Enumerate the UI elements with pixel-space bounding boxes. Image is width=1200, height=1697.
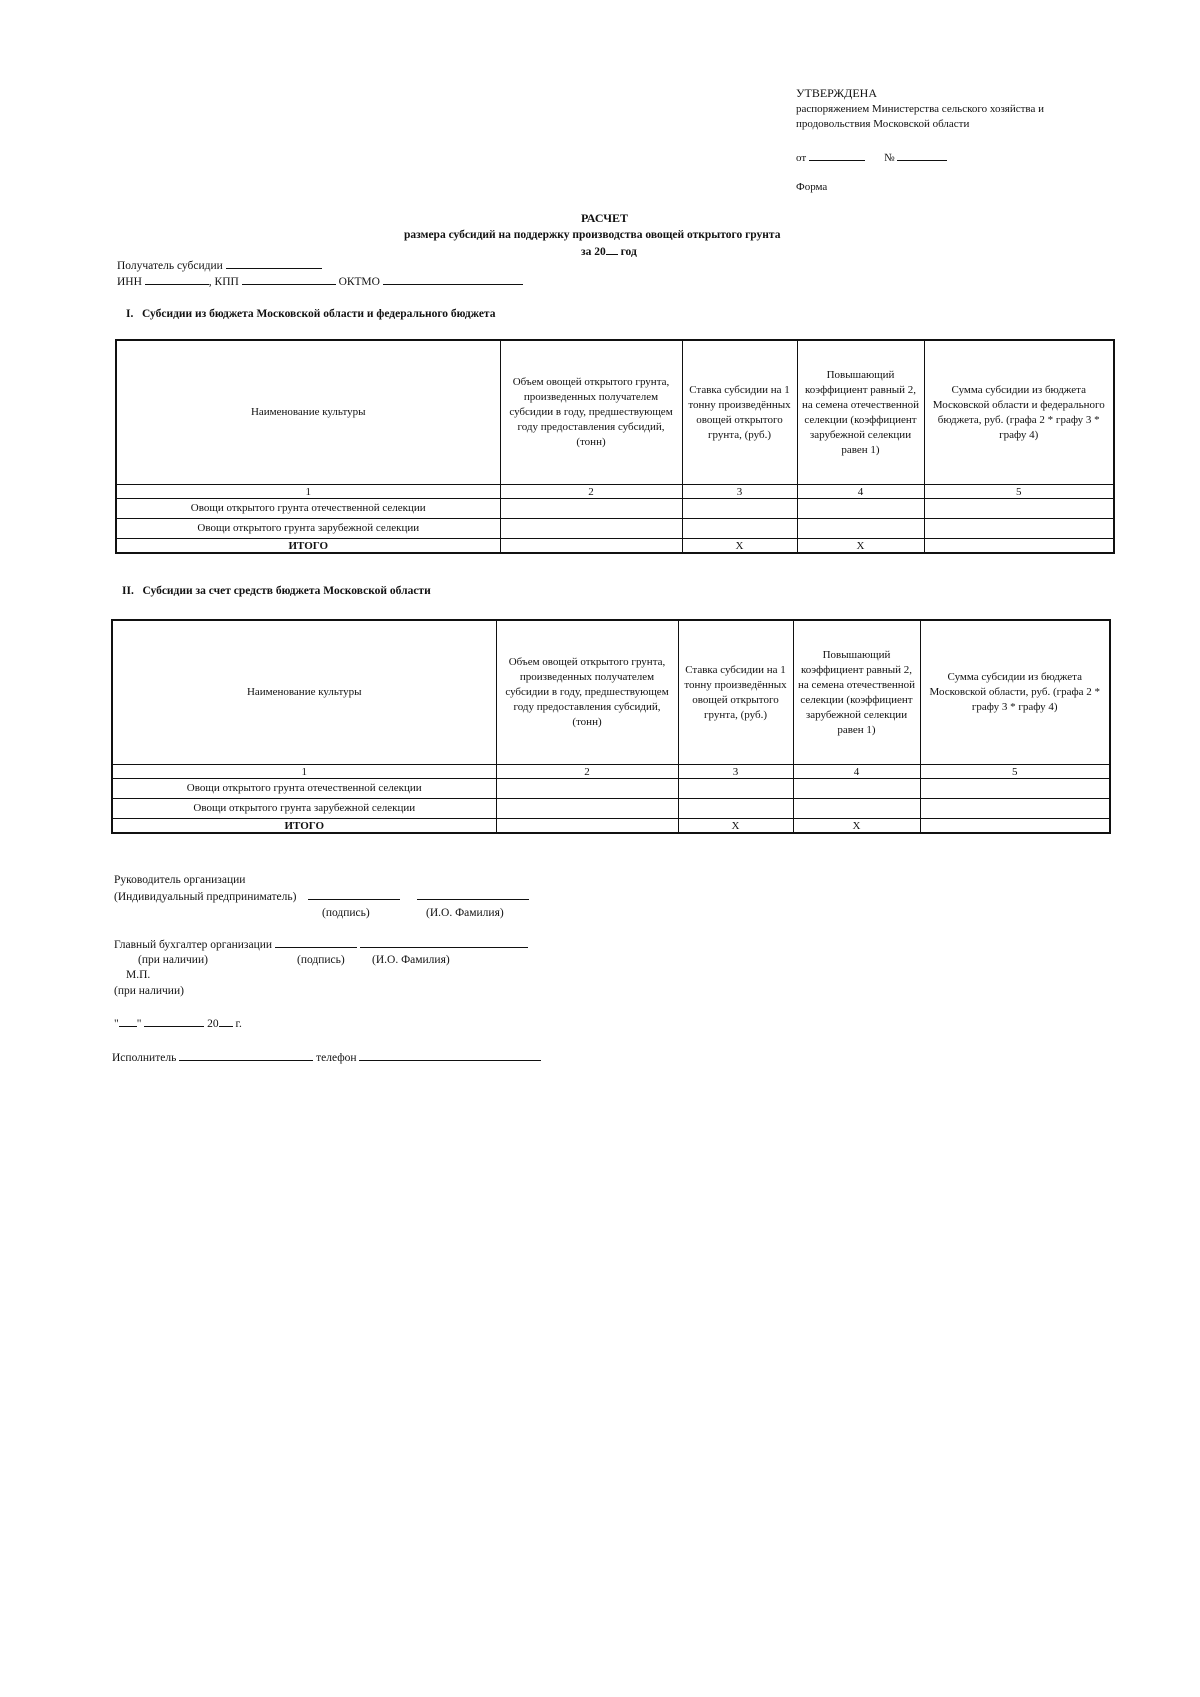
approval-line-2: продовольствия Московской области <box>796 118 970 130</box>
accountant-label: Главный бухгалтер организации <box>114 939 273 951</box>
form-label: Форма <box>796 181 828 193</box>
inn-row <box>117 274 523 289</box>
input-cell <box>500 539 682 554</box>
row-label: Овощи открытого грунта зарубежной селекции <box>116 519 500 539</box>
total-label: ИТОГО <box>112 819 496 834</box>
from-label: от <box>796 152 807 164</box>
input-cell <box>678 779 793 799</box>
head-line-2-row <box>114 889 529 904</box>
column-header: Повышающий коэффициент равный 2, на семена отечественной селекции (коэффициент зарубежной селекции равен 1) <box>797 340 924 485</box>
executor-field-line <box>179 1050 313 1061</box>
input-cell <box>500 499 682 519</box>
recipient-row <box>117 258 322 273</box>
section-2-title: II. Субсидии за счет средств бюджета Московской области <box>122 585 431 597</box>
table-row <box>116 499 1114 519</box>
input-cell <box>793 799 920 819</box>
input-cell <box>500 519 682 539</box>
kpp-field-line <box>242 274 336 285</box>
oktmo-field-line <box>383 274 523 285</box>
date-field-line <box>809 150 865 161</box>
kpp-label: , КПП <box>208 276 239 288</box>
table-row <box>112 799 1110 819</box>
head-signature-hint: (подпись) <box>322 907 370 919</box>
executor-row <box>112 1050 541 1065</box>
column-number: 2 <box>496 765 678 779</box>
input-cell <box>678 799 793 819</box>
column-number: 1 <box>112 765 496 779</box>
total-row <box>112 819 1110 834</box>
input-cell <box>920 779 1110 799</box>
year-prefix: за 20 <box>581 246 606 258</box>
total-x-mark: Х <box>793 819 920 834</box>
table-row <box>116 519 1114 539</box>
accountant-name-line <box>360 937 528 948</box>
head-name-hint: (И.О. Фамилия) <box>426 907 504 919</box>
column-header: Объем овощей открытого грунта, произведенных получателем субсидии в году, предшествующем году предоставления субсидий, (тонн) <box>500 340 682 485</box>
seal-if-any: (при наличии) <box>114 985 184 997</box>
column-header: Сумма субсидии из бюджета Московской области и федерального бюджета, руб. (графа 2 * графу 3 * графу 4) <box>924 340 1114 485</box>
input-cell <box>924 499 1114 519</box>
total-x-mark: Х <box>797 539 924 554</box>
accountant-signature-line <box>275 937 357 948</box>
inn-label: ИНН <box>117 276 142 288</box>
head-line-1: Руководитель организации <box>114 874 246 886</box>
phone-field-line <box>359 1050 541 1061</box>
year-suffix: год <box>620 246 637 258</box>
column-number: 5 <box>924 485 1114 499</box>
column-header: Наименование культуры <box>116 340 500 485</box>
row-label: Овощи открытого грунта отечественной селекции <box>116 499 500 519</box>
column-header: Наименование культуры <box>112 620 496 765</box>
year-field-line <box>606 244 618 255</box>
number-field-line <box>897 150 947 161</box>
inn-field-line <box>145 274 209 285</box>
column-header: Сумма субсидии из бюджета Московской области, руб. (графа 2 * графу 3 * графу 4) <box>920 620 1110 765</box>
column-number: 4 <box>793 765 920 779</box>
column-number: 3 <box>682 485 797 499</box>
input-cell <box>924 539 1114 554</box>
quote-close: " <box>136 1018 142 1030</box>
date-suffix: г. <box>235 1018 242 1030</box>
phone-label: телефон <box>316 1052 357 1064</box>
total-x-mark: Х <box>682 539 797 554</box>
column-number: 3 <box>678 765 793 779</box>
input-cell <box>496 799 678 819</box>
input-cell <box>920 819 1110 834</box>
input-cell <box>496 779 678 799</box>
table-row <box>112 779 1110 799</box>
column-header: Ставка субсидии на 1 тонну произведённых овощей открытого грунта, (руб.) <box>678 620 793 765</box>
head-name-line <box>417 889 529 900</box>
total-label: ИТОГО <box>116 539 500 554</box>
head-signature-line <box>308 889 400 900</box>
recipient-label: Получатель субсидии <box>117 260 223 272</box>
input-cell <box>920 799 1110 819</box>
total-row <box>116 539 1114 554</box>
approval-date-number <box>796 150 947 166</box>
column-number: 4 <box>797 485 924 499</box>
accountant-signature-hint: (подпись) <box>297 954 345 966</box>
input-cell <box>682 499 797 519</box>
input-cell <box>682 519 797 539</box>
total-x-mark: Х <box>678 819 793 834</box>
input-cell <box>496 819 678 834</box>
column-number: 2 <box>500 485 682 499</box>
seal-label: М.П. <box>126 969 151 981</box>
approval-line-1: распоряжением Министерства сельского хозяйства и <box>796 103 1044 115</box>
executor-label: Исполнитель <box>112 1052 177 1064</box>
month-field-line <box>144 1016 204 1027</box>
column-header: Объем овощей открытого грунта, произведенных получателем субсидии в году, предшествующем году предоставления субсидий, (тонн) <box>496 620 678 765</box>
day-field-line <box>119 1016 137 1027</box>
input-cell <box>797 519 924 539</box>
date-year: 20 <box>207 1018 219 1030</box>
accountant-if-any: (при наличии) <box>138 954 208 966</box>
approval-title: УТВЕРЖДЕНА <box>796 86 878 100</box>
accountant-row <box>114 937 528 952</box>
section-1-table <box>115 339 1115 554</box>
column-number: 1 <box>116 485 500 499</box>
row-label: Овощи открытого грунта зарубежной селекции <box>112 799 496 819</box>
section-1-title: I. Субсидии из бюджета Московской области и федерального бюджета <box>126 308 496 320</box>
recipient-field-line <box>226 258 322 269</box>
column-number: 5 <box>920 765 1110 779</box>
date-row <box>114 1016 242 1031</box>
input-cell <box>797 499 924 519</box>
column-header: Повышающий коэффициент равный 2, на семена отечественной селекции (коэффициент зарубежной селекции равен 1) <box>793 620 920 765</box>
oktmo-label: ОКТМО <box>338 276 380 288</box>
input-cell <box>924 519 1114 539</box>
head-line-2: (Индивидуальный предприниматель) <box>114 891 297 903</box>
document-title: РАСЧЕТ <box>581 211 629 225</box>
input-cell <box>793 779 920 799</box>
quote-open: " <box>114 1018 119 1030</box>
column-header: Ставка субсидии на 1 тонну произведённых овощей открытого грунта, (руб.) <box>682 340 797 485</box>
number-label: № <box>884 152 895 164</box>
section-2-table <box>111 619 1111 834</box>
document-year <box>581 244 637 259</box>
accountant-name-hint: (И.О. Фамилия) <box>372 954 450 966</box>
year-field-line <box>219 1016 233 1027</box>
row-label: Овощи открытого грунта отечественной селекции <box>112 779 496 799</box>
document-subtitle: размера субсидий на поддержку производства овощей открытого грунта <box>404 229 781 241</box>
